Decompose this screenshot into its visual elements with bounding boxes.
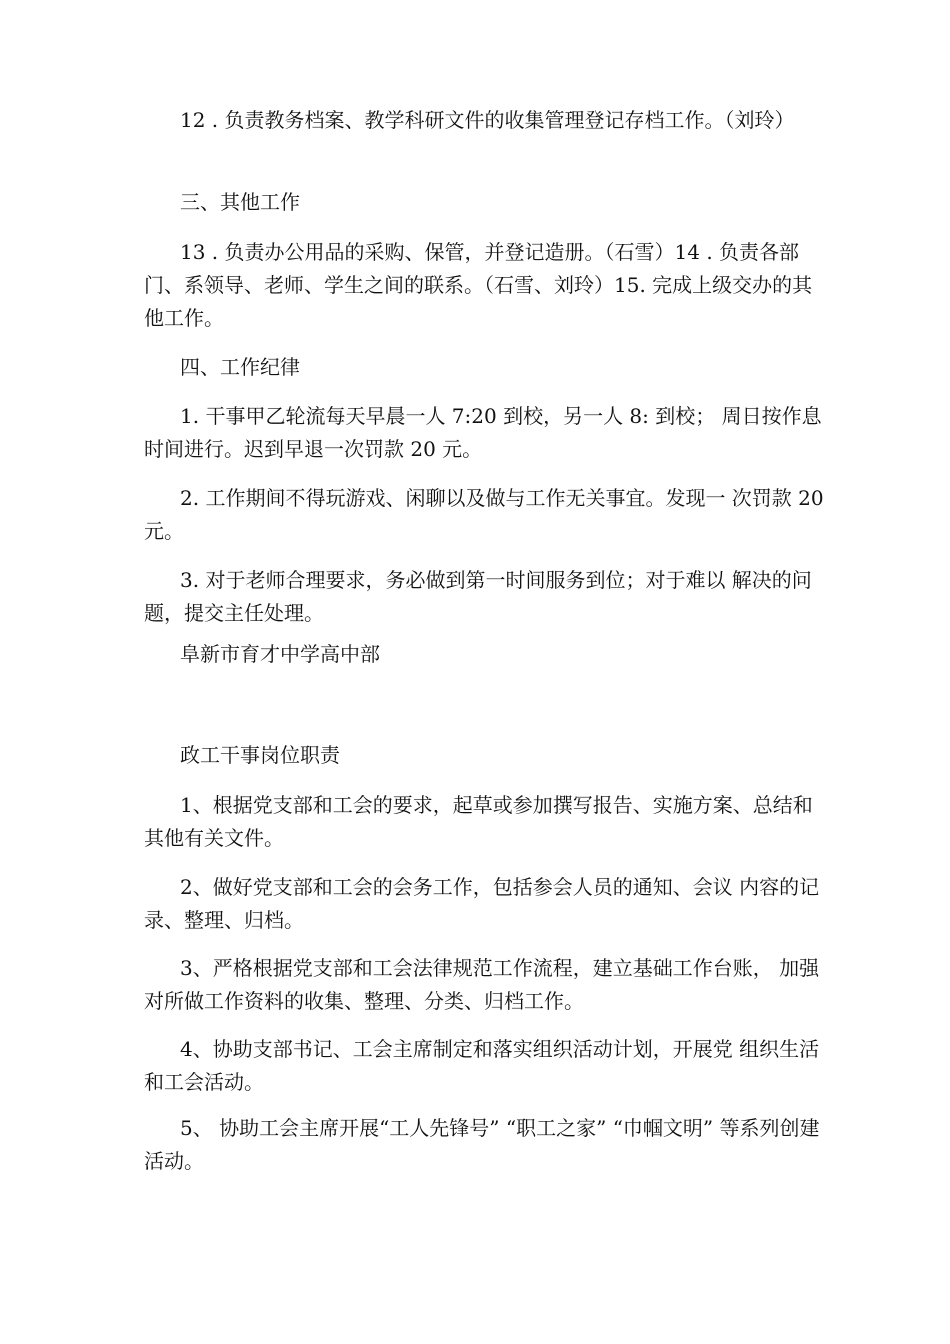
discipline-rule-1: 1. 干事甲乙轮流每天早晨一人 7:20 到校，另一人 8: 到校； 周日按作息时间进行。迟到早退一次罚款 20 元。 bbox=[144, 404, 822, 461]
duty-item-2: 2、做好党支部和工会的会务工作，包括参会人员的通知、会议 内容的记录、整理、归档。 bbox=[144, 875, 820, 932]
paragraph-items-13-15: 13 . 负责办公用品的采购、保管，并登记造册。（石雪）14 . 负责各部门、系领导、老师、学生之间的联系。（石雪、刘玲）15. 完成上级交办的其他工作。 bbox=[144, 240, 813, 330]
section-title-political-affairs-duties: 政工干事岗位职责 bbox=[180, 743, 340, 767]
duty-item-3: 3、严格根据党支部和工会法律规范工作流程，建立基础工作台账， 加强对所做工作资料的收集、整理、分类、归档工作。 bbox=[144, 956, 820, 1013]
section-heading-other-work: 三、其他工作 bbox=[180, 190, 300, 214]
organization-name: 阜新市育才中学高中部 bbox=[180, 642, 380, 666]
discipline-rule-3: 3. 对于老师合理要求，务必做到第一时间服务到位；对于难以 解决的问题，提交主任处理。 bbox=[144, 568, 812, 625]
section-heading-work-discipline: 四、工作纪律 bbox=[180, 355, 300, 379]
paragraph-item-12: 12 . 负责教务档案、教学科研文件的收集管理登记存档工作。（刘玲） bbox=[180, 108, 795, 132]
duty-item-4: 4、协助支部书记、工会主席制定和落实组织活动计划，开展党 组织生活和工会活动。 bbox=[144, 1037, 820, 1094]
duty-item-5: 5、 协助工会主席开展“工人先锋号” “职工之家” “巾帼文明” 等系列创建活动。 bbox=[144, 1116, 820, 1173]
duty-item-1: 1、根据党支部和工会的要求，起草或参加撰写报告、实施方案、总结和其他有关文件。 bbox=[144, 793, 813, 850]
discipline-rule-2: 2. 工作期间不得玩游戏、闲聊以及做与工作无关事宜。发现一 次罚款 20 元。 bbox=[144, 486, 824, 543]
